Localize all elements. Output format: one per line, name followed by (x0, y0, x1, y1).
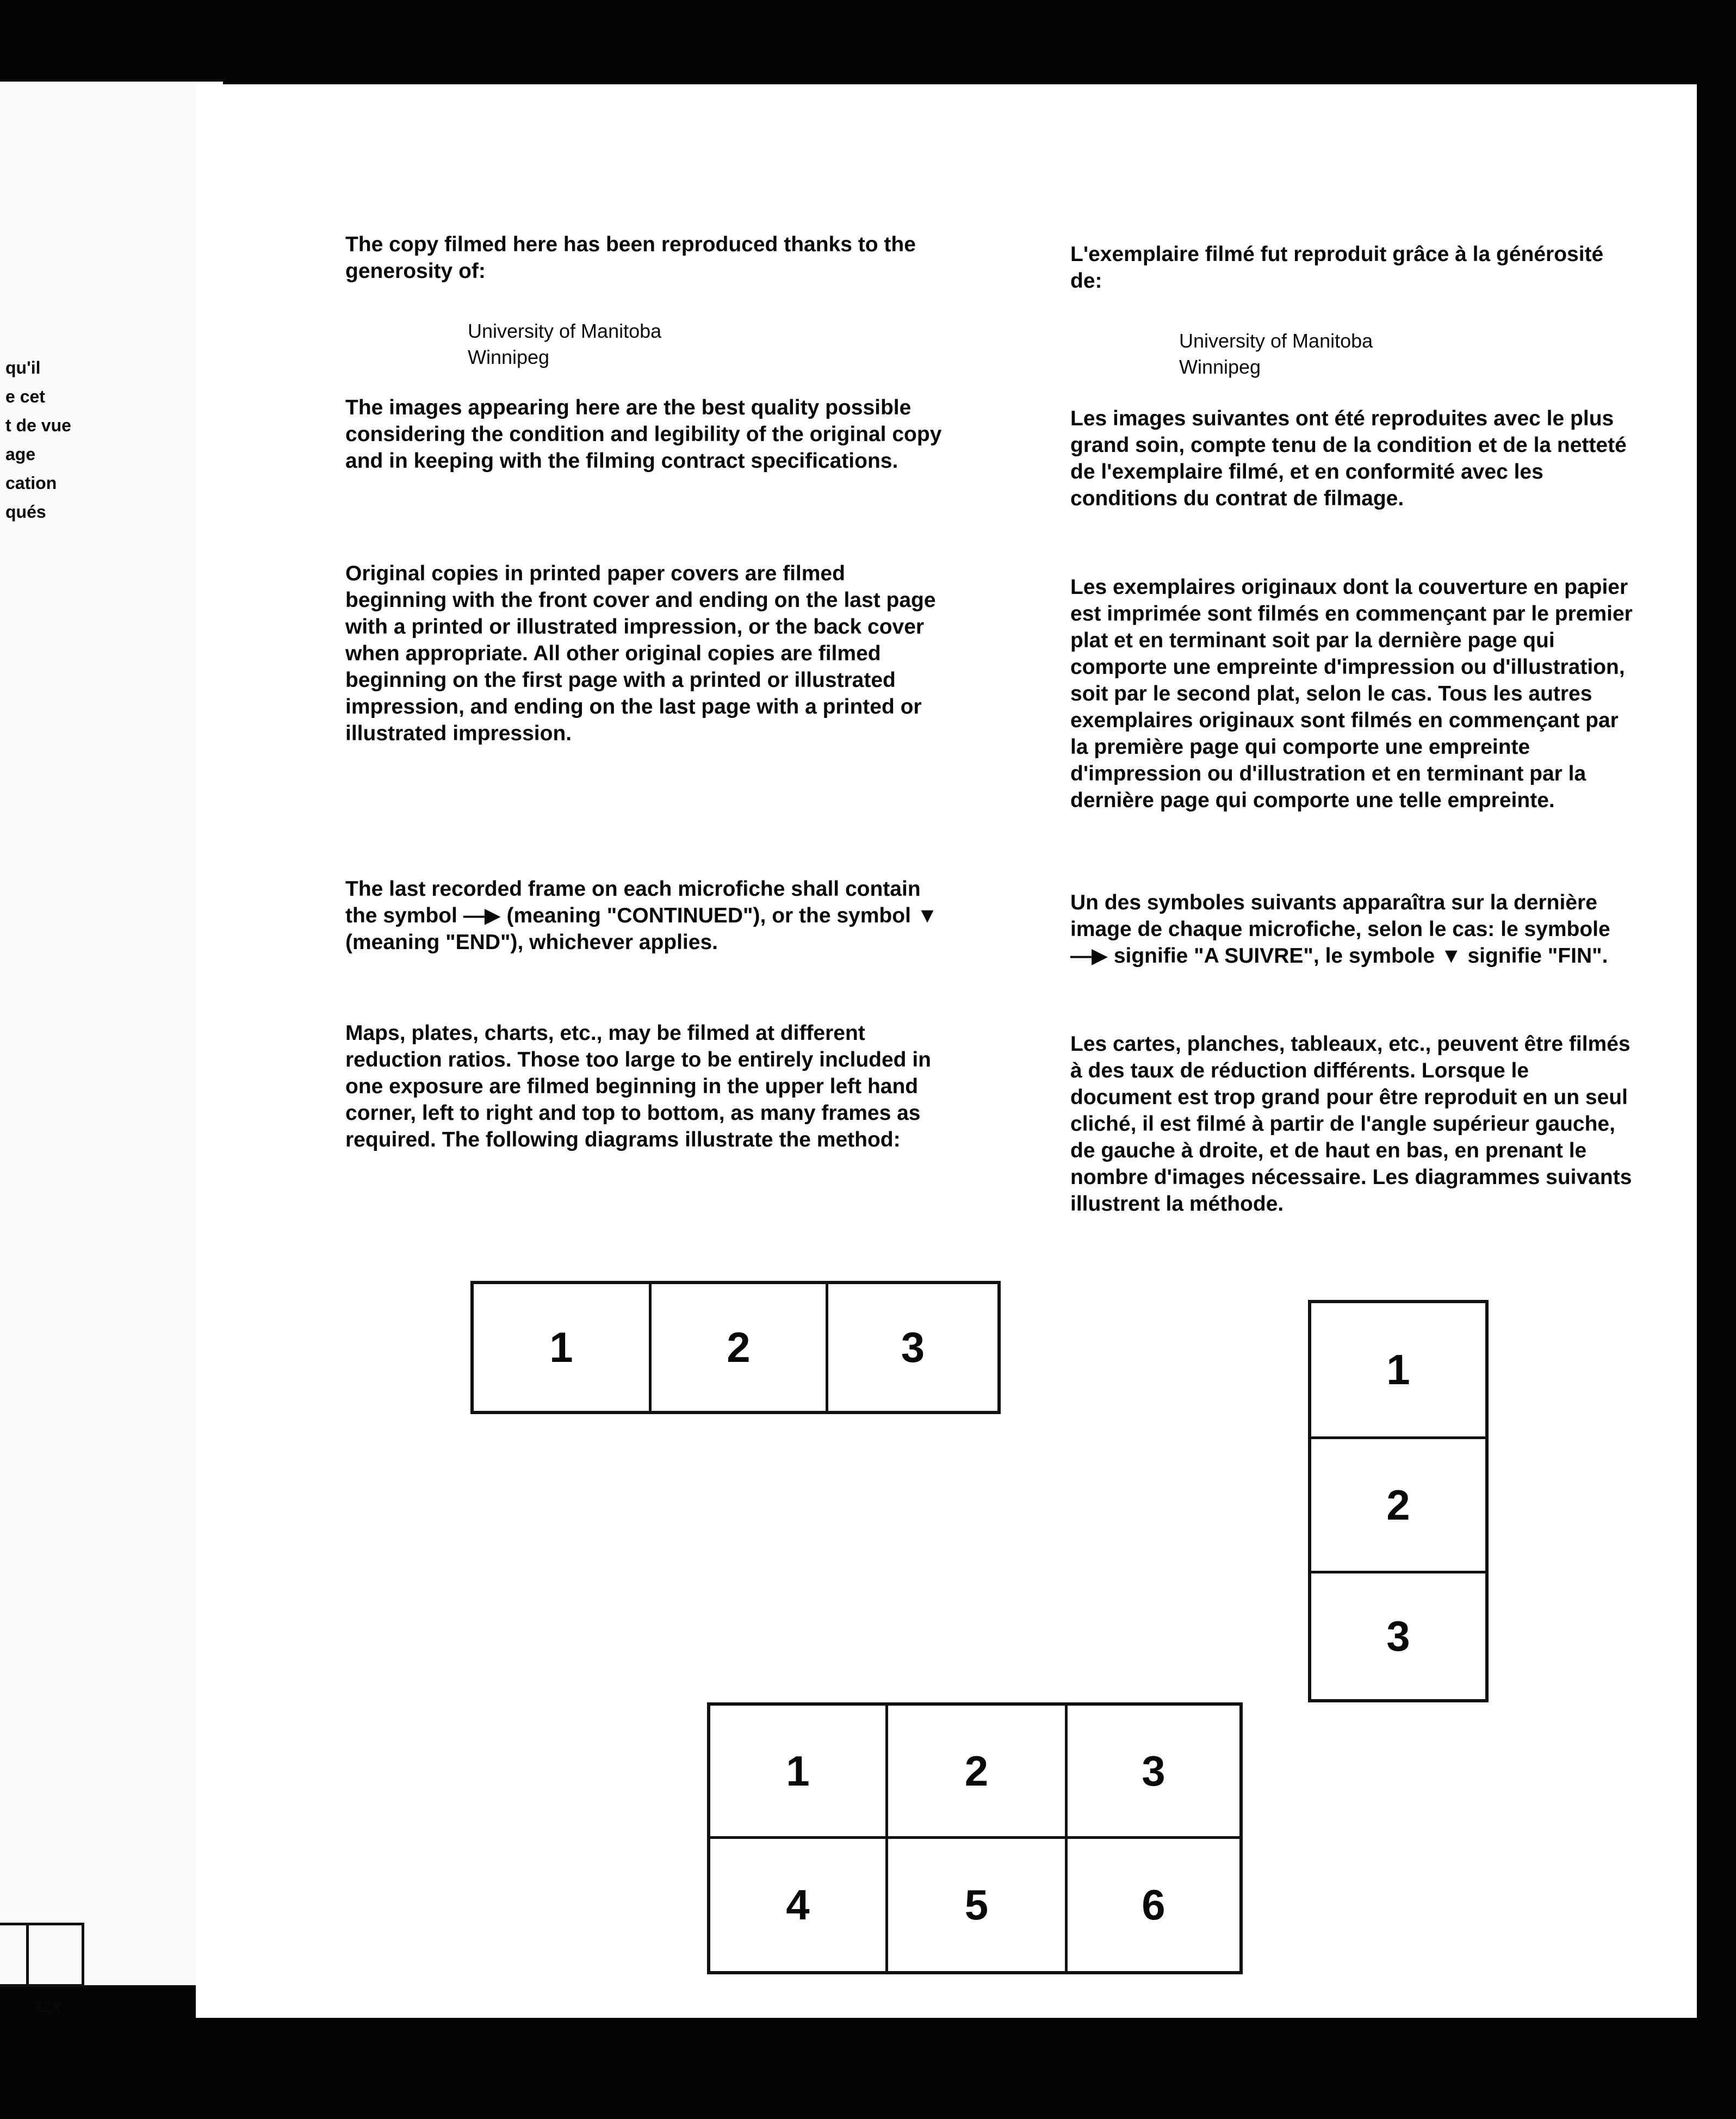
fragment-line: e cet (5, 387, 45, 406)
frame-cell: 1 (786, 1746, 810, 1795)
english-quality (345, 394, 949, 474)
fragment-line: qués (5, 502, 46, 522)
frame-cell: 3 (1065, 1706, 1239, 1836)
left-page-diagram (0, 1923, 84, 1987)
quality-paragraph: The images appearing here are the best quality possible considering the condition and legibility of the original copy and in keeping with the filming contract specifications. (345, 396, 942, 473)
diagram-grid (707, 1702, 1243, 1974)
english-column (345, 231, 1150, 370)
frame-cell: 4 (710, 1836, 885, 1971)
frame-cell: 5 (885, 1836, 1065, 1971)
english-covers (345, 560, 949, 747)
covers-paragraph: Les exemplaires originaux dont la couverture en papier est imprimée sont filmés en commençant par le premier plat et en terminant soit par la dernière page qui comporte une empreinte d'impression ou d'illustration, soit par le second plat, selon le cas. Tous les autres exemplaires originaux sont filmés en commençant par la première page qui comporte une empreinte d'impression ou d'illustration et en terminant par la dernière page qui comporte une telle empreinte. (1070, 575, 1633, 812)
institution-city: Winnipeg (468, 346, 550, 368)
main-page (196, 84, 1697, 2018)
institution-name: University of Manitoba (468, 320, 662, 342)
covers-paragraph: Original copies in printed paper covers are filmed beginning with the front cover and ending on the last page with a printed or illustrated impression, or the back cover when appropriate. All other original copies are filmed beginning on the first page with a printed or illustrated impression, and ending on the last page with a printed or illustrated impression. (345, 562, 936, 745)
french-quality (1070, 405, 1636, 512)
diagram-column (1308, 1300, 1489, 1702)
frame-cell: 3 (826, 1284, 997, 1411)
fragment-line: cation (5, 473, 57, 493)
quality-paragraph: Les images suivantes ont été reproduites avec le plus grand soin, compte tenu de la condition et de la netteté de l'exemplaire filmé, et en conformité avec les conditions du contrat de filmage. (1070, 407, 1627, 510)
fragment-line: qu'il (5, 358, 41, 377)
left-page-text (5, 354, 71, 526)
credit-intro: L'exemplaire filmé fut reproduit grâce à la générosité de: (1070, 243, 1604, 293)
left-page-fragment (0, 82, 223, 2016)
diagram-divider (26, 1925, 29, 1984)
french-column (1070, 241, 1636, 380)
french-maps (1070, 1031, 1636, 1217)
fragment-line: age (5, 444, 36, 464)
institution-name: University of Manitoba (1179, 330, 1373, 352)
english-symbols (345, 876, 949, 956)
maps-paragraph: Maps, plates, charts, etc., may be filmed at different reduction ratios. Those too large to be entirely included in one exposure are filmed beginning in the upper left hand corner, left to right and top to bottom, as many frames as required. The following diagrams illustrate the method: (345, 1021, 931, 1151)
credit-intro: The copy filmed here has been reproduced thanks to the generosity of: (345, 233, 916, 283)
reduction-label: 32X (34, 1999, 61, 2016)
diagram-row (470, 1281, 1001, 1414)
french-symbols (1070, 889, 1636, 969)
frame-cell: 2 (649, 1284, 826, 1411)
fragment-line: t de vue (5, 416, 71, 435)
frame-cell: 2 (1311, 1436, 1485, 1571)
institution-city: Winnipeg (1179, 356, 1261, 378)
maps-paragraph: Les cartes, planches, tableaux, etc., peuvent être filmés à des taux de réduction différents. Lorsque le document est trop grand pour être reproduit en un seul cliché, il est filmé à partir de l'angle supérieur gauche, de gauche à droite, et de haut en bas, en prenant le nombre d'images nécessaire. Les diagrammes suivants illustrent la méthode. (1070, 1032, 1632, 1216)
english-maps (345, 1020, 949, 1153)
frame-cell: 2 (885, 1706, 1065, 1836)
french-covers (1070, 574, 1636, 814)
frame-cell: 1 (1386, 1346, 1410, 1393)
frame-cell: 3 (1311, 1571, 1485, 1699)
frame-cell: 1 (549, 1323, 573, 1371)
symbols-paragraph: The last recorded frame on each microfiche shall contain the symbol —▶ (meaning "CONTINUED"), or the symbol ▼ (meaning "END"), whichever applies. (345, 877, 938, 954)
frame-cell: 6 (1065, 1836, 1239, 1971)
symbols-paragraph: Un des symboles suivants apparaîtra sur la dernière image de chaque microfiche, selon le cas: le symbole —▶ signifie "A SUIVRE", le symbole ▼ signifie "FIN". (1070, 891, 1610, 968)
